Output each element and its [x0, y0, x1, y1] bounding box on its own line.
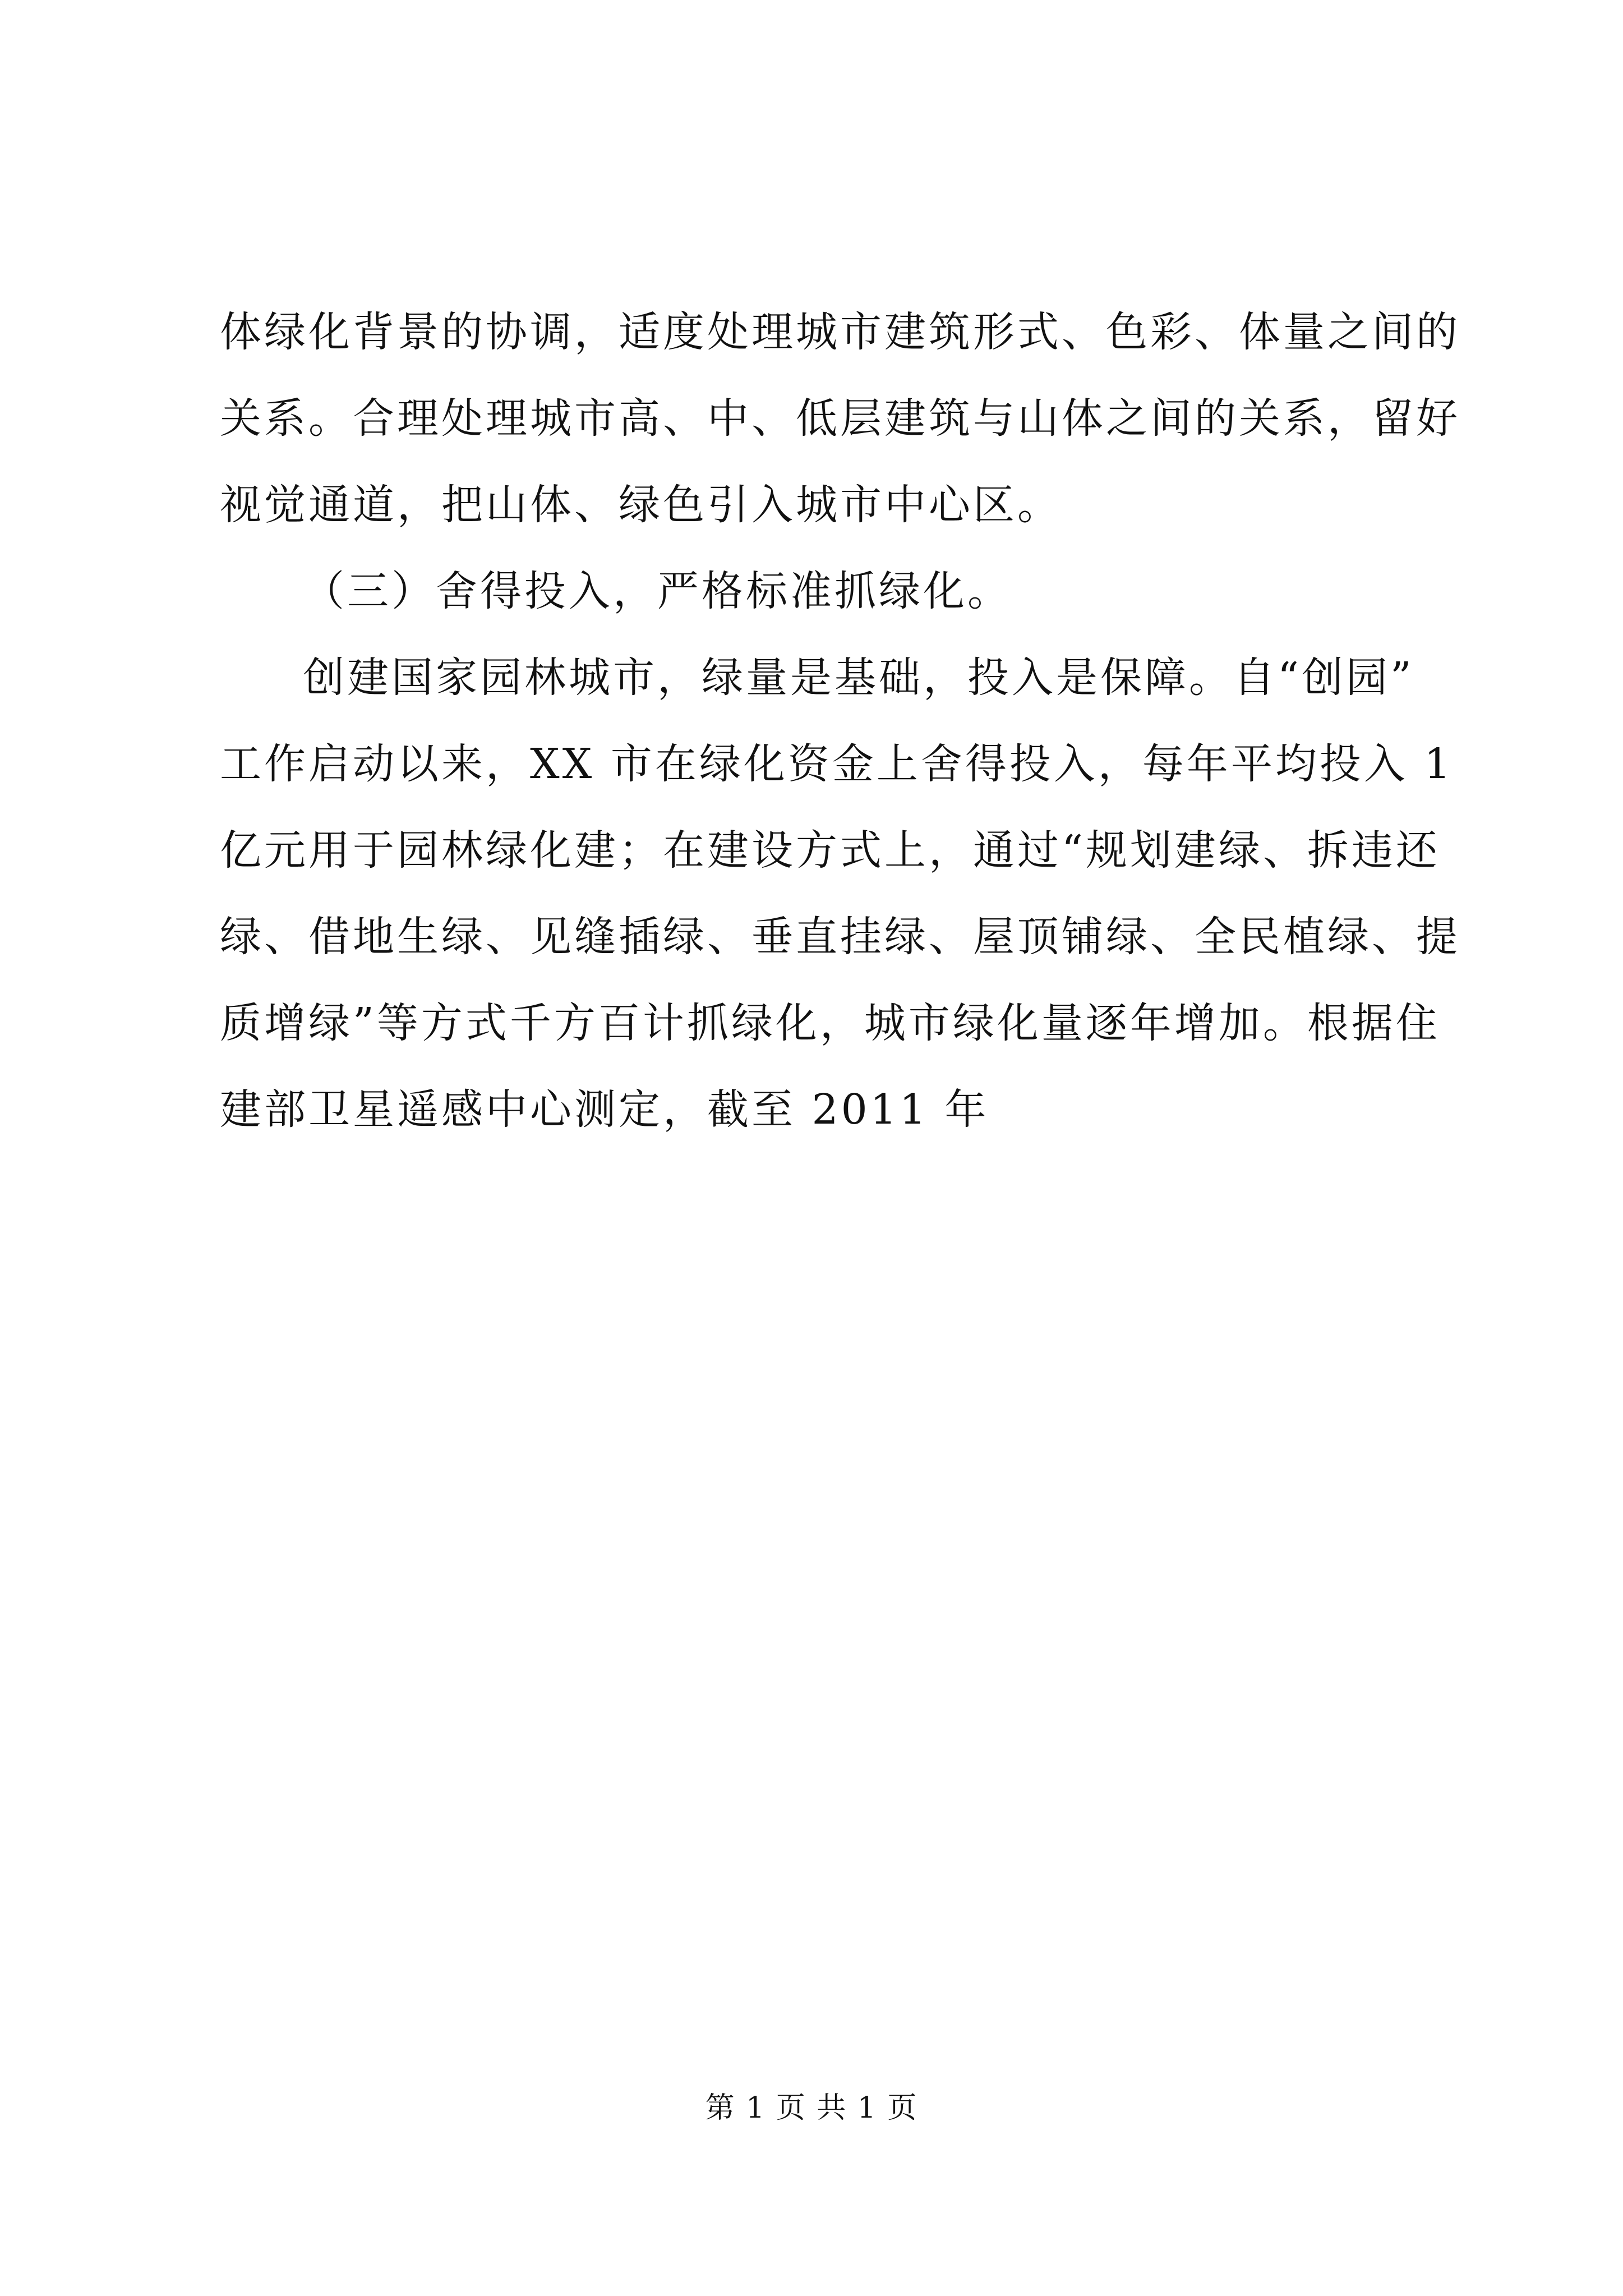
text-line: 工作启动以来，XX 市在绿化资金上舍得投入，每年平均投入 1: [220, 740, 1454, 788]
section-heading: （三）舍得投入，严格标准抓绿化。: [303, 567, 1012, 615]
text-line: 关系。合理处理城市高、中、低层建筑与山体之间的关系，留好: [220, 394, 1460, 443]
body-text: [220, 289, 1460, 1153]
text-line: 质增绿”等方式千方百计抓绿化，城市绿化量逐年增加。根据住: [220, 999, 1440, 1047]
text-line: 体绿化背景的协调，适度处理城市建筑形式、色彩、体量之间的: [220, 308, 1460, 356]
page-footer: 第 1 页 共 1 页: [705, 2091, 918, 2125]
text-line: 亿元用于园林绿化建；在建设方式上，通过“规划建绿、拆违还: [220, 826, 1440, 875]
text-line: 视觉通道，把山体、绿色引入城市中心区。: [220, 481, 1062, 529]
text-line: 建部卫星遥感中心测定，截至 2011 年: [220, 1085, 989, 1134]
text-line: 创建国家园林城市，绿量是基础，投入是保障。自“创园”: [303, 654, 1414, 702]
text-line: 绿、借地生绿、见缝插绿、垂直挂绿、屋顶铺绿、全民植绿、提: [220, 913, 1460, 961]
